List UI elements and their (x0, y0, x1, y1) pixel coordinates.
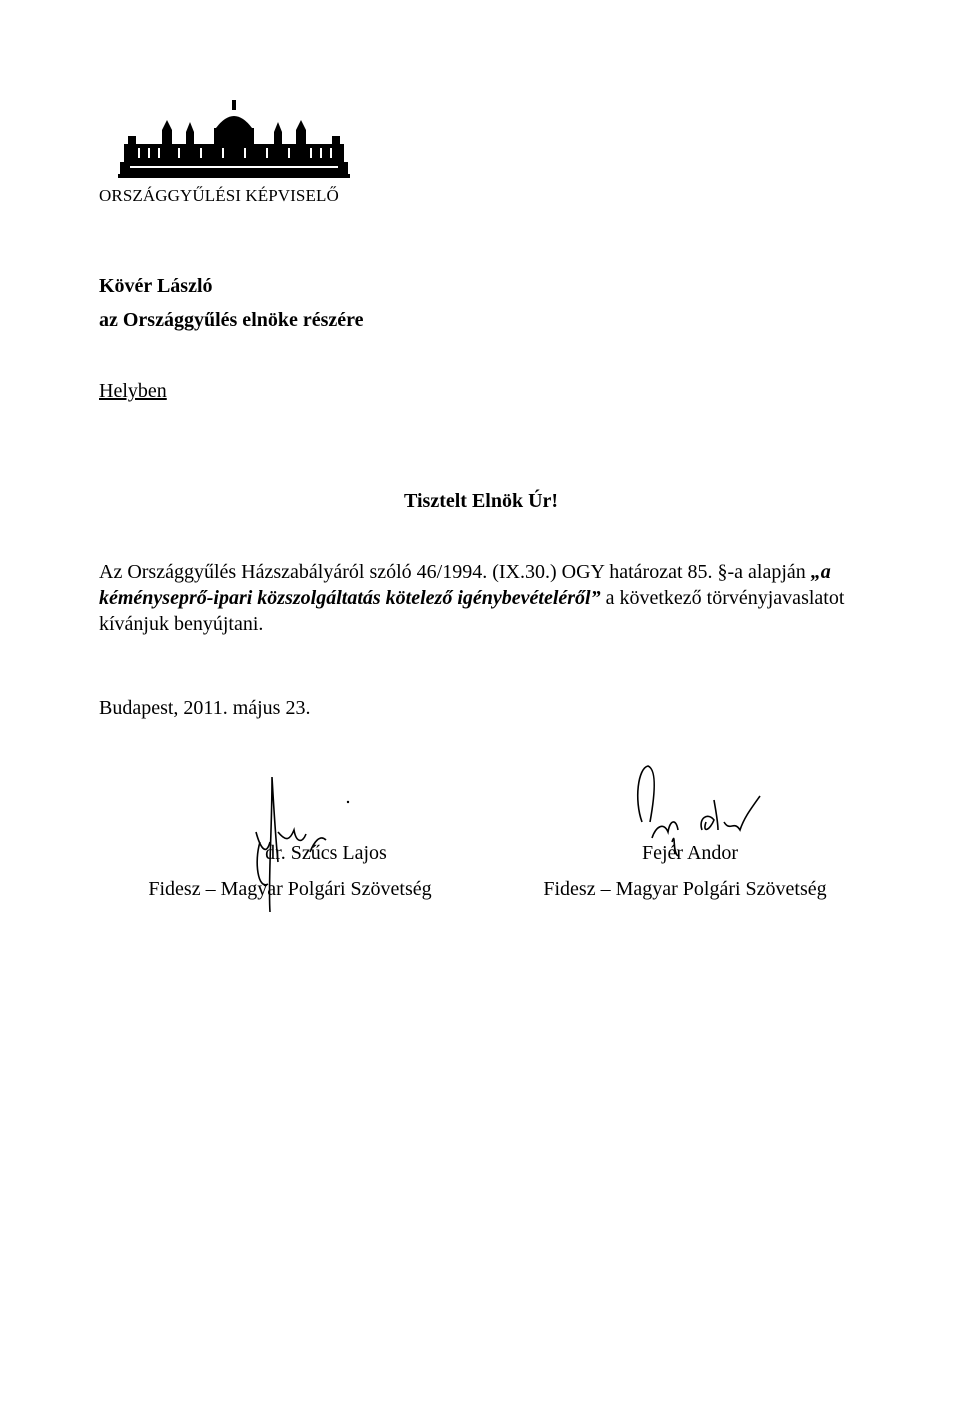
body-intro: Az Országgyűlés Házszabályáról szóló 46/1994. (IX.30.) OGY határozat 85. §-a alapján (99, 561, 811, 583)
signatory-party-2: Fidesz – Magyar Polgári Szövetség (543, 878, 827, 900)
date-line: Budapest, 2011. május 23. (99, 697, 311, 719)
body-paragraph (99, 559, 889, 637)
office-title: ORSZÁGGYŰLÉSI KÉPVISELŐ (99, 186, 339, 205)
addressee-location: Helyben (99, 380, 167, 402)
addressee-name: Kövér László (99, 275, 213, 297)
bill-title: „a kéményseprő-ipari közszolgáltatás kötelező igénybevételéről” (99, 561, 831, 609)
signatory-name-1: dr. Szűcs Lajos (265, 842, 387, 864)
salutation: Tisztelt Elnök Úr! (404, 490, 559, 512)
parliament-building-icon (118, 100, 350, 182)
signatory-name-2: Fejér Andor (641, 842, 739, 864)
body-outro: a következő törvényjavaslatot kívánjuk benyújtani. (99, 587, 845, 635)
addressee-role: az Országgyűlés elnöke részére (99, 309, 364, 331)
signatory-party-1: Fidesz – Magyar Polgári Szövetség (148, 878, 432, 900)
